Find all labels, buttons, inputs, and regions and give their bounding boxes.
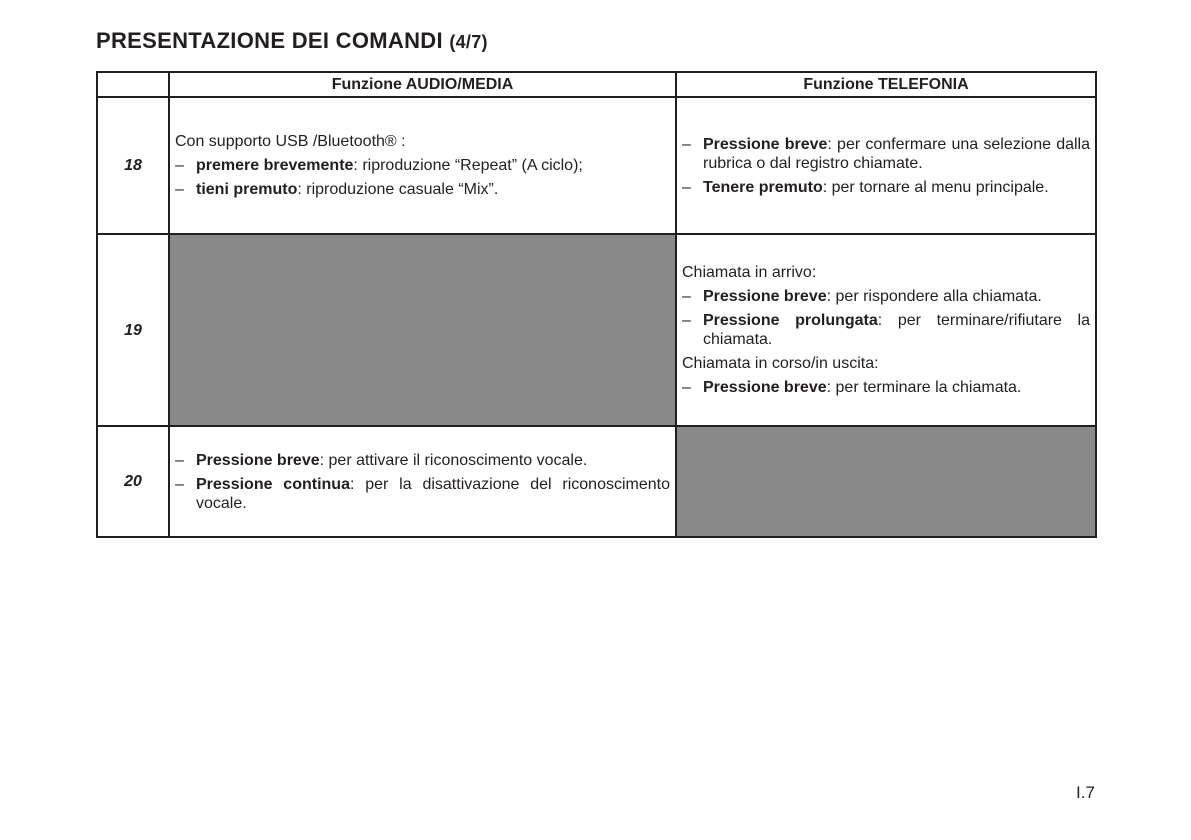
dash: – xyxy=(175,157,184,174)
dash: – xyxy=(175,451,184,469)
audio-cell xyxy=(169,426,676,537)
dash: – xyxy=(682,288,691,305)
list-item: – tieni premuto: riproduzione casuale “Mix”. xyxy=(175,181,499,198)
list-item: – Pressione breve: per rispondere alla chiamata. xyxy=(682,288,1042,305)
list-item: – Pressione breve: per terminare la chiamata. xyxy=(682,379,1022,396)
list-item: – Pressione continua: per la disattivazione del riconoscimento vocale. xyxy=(175,475,670,512)
empty-phone-cell xyxy=(676,426,1096,537)
list-item: – Pressione breve: per attivare il riconoscimento vocale. xyxy=(175,451,588,469)
audio-intro: Con supporto USB /Bluetooth® : xyxy=(175,133,406,150)
table-row xyxy=(97,234,1096,426)
row-number: 18 xyxy=(97,97,169,234)
commands-table xyxy=(96,71,1097,538)
page-title xyxy=(96,28,488,54)
dash: – xyxy=(175,181,184,198)
list-item: – Tenere premuto: per tornare al menu principale. xyxy=(682,178,1049,196)
phone-cell xyxy=(676,97,1096,234)
row-number: 20 xyxy=(97,426,169,537)
list-item: – Pressione breve: per confermare una selezione dalla rubrica o dal registro chiamate. xyxy=(682,135,1090,172)
row-number: 19 xyxy=(97,234,169,426)
audio-cell xyxy=(169,97,676,234)
page-title-sub: (4/7) xyxy=(449,32,488,52)
dash: – xyxy=(682,312,691,329)
page-number: I.7 xyxy=(1076,783,1095,802)
table-header-row xyxy=(97,72,1096,97)
dash: – xyxy=(682,135,691,153)
page-title-main: PRESENTAZIONE DEI COMANDI xyxy=(96,28,443,53)
phone-intro: Chiamata in corso/in uscita: xyxy=(682,355,879,372)
empty-audio-cell xyxy=(169,234,676,426)
dash: – xyxy=(682,178,691,196)
dash: – xyxy=(682,379,691,396)
header-number xyxy=(97,72,169,97)
table-row xyxy=(97,97,1096,234)
header-audio-media: Funzione AUDIO/MEDIA xyxy=(169,72,676,97)
phone-cell xyxy=(676,234,1096,426)
list-item: – premere brevemente: riproduzione “Repeat” (A ciclo); xyxy=(175,157,583,174)
list-item: – Pressione prolungata: per terminare/rifiutare la chiamata. xyxy=(682,312,1091,348)
table-row xyxy=(97,426,1096,537)
phone-intro: Chiamata in arrivo: xyxy=(682,264,817,281)
dash: – xyxy=(175,475,184,493)
header-telefonia: Funzione TELEFONIA xyxy=(676,72,1096,97)
